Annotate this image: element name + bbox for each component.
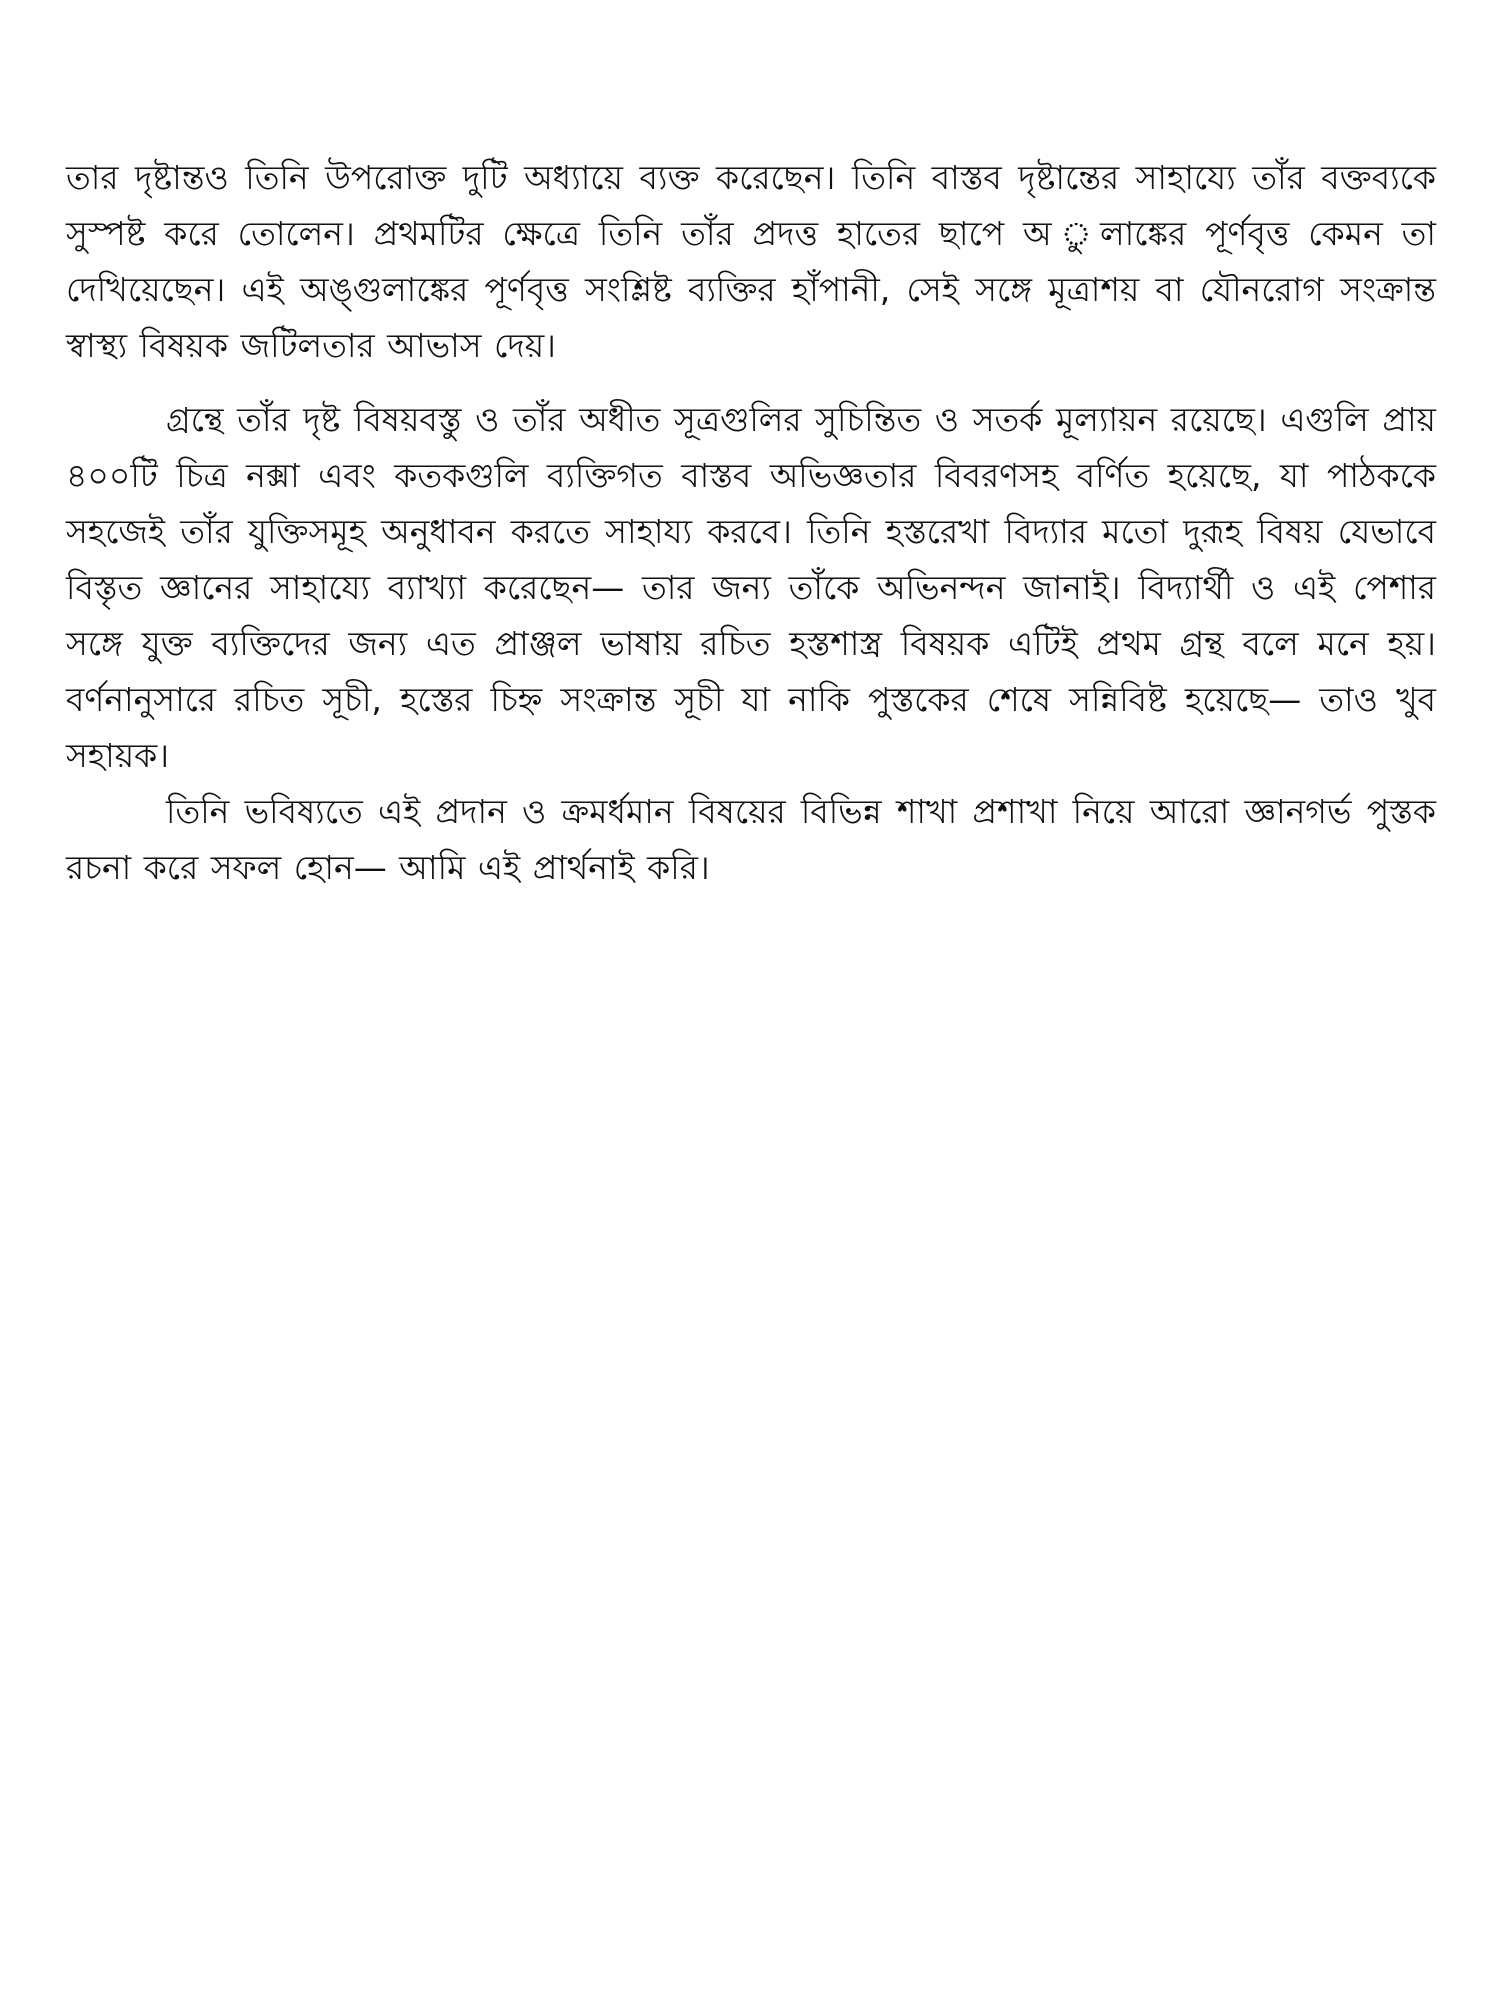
body-text: [66, 150, 1436, 896]
paragraph-2: গ্রন্থে তাঁর দৃষ্ট বিষয়বস্তু ও তাঁর অধীত সূত্রগুলির সুচিন্তিত ও সতর্ক মূল্যায়ন রয়েছে। এগুলি প্রায় ৪০০টি চিত্র নক্সা এবং কতকগুলি ব্যক্তিগত বাস্তব অভিজ্ঞতার বিবরণসহ বর্ণিত হয়েছে, যা পাঠককে সহজেই তাঁর যুক্তিসমূহ অনুধাবন করতে সাহায্য করবে। তিনি হস্তরেখা বিদ্যার মতো দুরূহ বিষয় যেভাবে বিস্তৃত জ্ঞানের সাহায্যে ব্যাখ্যা করেছেন— তার জন্য তাঁকে অভিনন্দন জানাই। বিদ্যার্থী ও এই পেশার সঙ্গে যুক্ত ব্যক্তিদের জন্য এত প্রাঞ্জল ভাষায় রচিত হস্তশাস্ত্র বিষয়ক এটিই প্রথম গ্রন্থ বলে মনে হয়। বর্ণনানুসারে রচিত সূচী, হস্তের চিহ্ন সংক্রান্ত সূচী যা নাকি পুস্তকের শেষে সন্নিবিষ্ট হয়েছে— তাও খুব সহায়ক।: [66, 400, 1436, 775]
paragraph-3: তিনি ভবিষ্যতে এই প্রদান ও ক্রমর্ধমান বিষয়ের বিভিন্ন শাখা প্রশাখা নিয়ে আরো জ্ঞানগর্ভ পুস্তক রচনা করে সফল হোন— আমি এই প্রার্থনাই করি।: [66, 792, 1436, 887]
paragraph-1: তার দৃষ্টান্তও তিনি উপরোক্ত দুটি অধ্যায়ে ব্যক্ত করেছেন। তিনি বাস্তব দৃষ্টান্তের সাহায্যে তাঁর বক্তব্যকে সুস্পষ্ট করে তোলেন। প্রথমটির ক্ষেত্রে তিনি তাঁর প্রদত্ত হাতের ছাপে অ ুলাঙ্কের পূর্ণবৃত্ত কেমন তা দেখিয়েছেন। এই অঙ্গুলাঙ্কের পূর্ণবৃত্ত সংশ্লিষ্ট ব্যক্তির হাঁপানী, সেই সঙ্গে মূত্রাশয় বা যৌনরোগ সংক্রান্ত স্বাস্থ্য বিষয়ক জটিলতার আভাস দেয়।: [66, 158, 1436, 365]
